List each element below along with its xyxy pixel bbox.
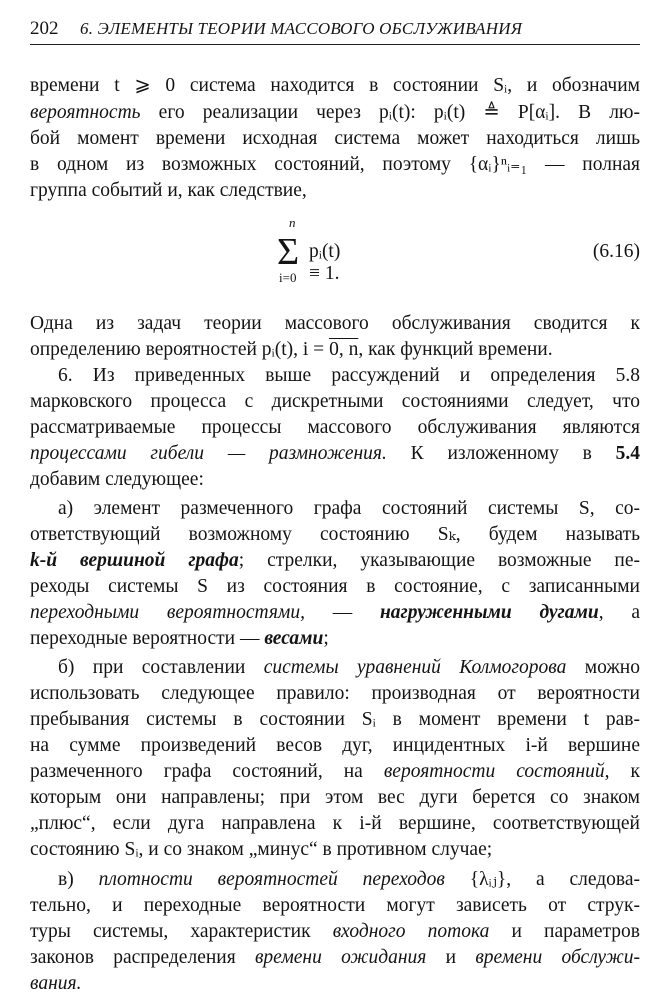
text-line: процессами гибели — размножения. К изложенному в 5.4 <box>30 443 641 464</box>
section-ref: 5.4 <box>615 443 641 464</box>
text-line: определению вероятностей pᵢ(t), i = 0, n, как функций времени. <box>30 339 553 360</box>
text-line: а) элемент размеченного графа состояний системы S, со- <box>58 498 640 519</box>
text-line: „плюс“, если дуга направлена к i-й вершине, соответствующей <box>30 813 640 834</box>
text-line: которым они направлены; при этом вес дуги берется со знаком <box>30 787 640 808</box>
term-waiting-time: времени ожидания <box>254 947 427 968</box>
term-weights: весами <box>264 628 324 649</box>
running-header <box>30 14 640 45</box>
term-kolmogorov-system: системы уравнений Колмогорова <box>263 657 567 678</box>
text-line: времени t ⩾ 0 система находится в состоянии Sᵢ, и обозначим <box>30 75 640 96</box>
text-line: вания. <box>30 973 82 994</box>
book-page <box>30 14 641 994</box>
page-number: 202 <box>30 18 59 39</box>
term-transition-probabilities: переходными вероятностями, <box>30 602 305 623</box>
text-line: на сумме произведений весов дуг, инцидентных i-й вершине <box>30 735 640 756</box>
text-line: пребывания системы в состоянии Sᵢ в момент времени t рав- <box>30 709 640 730</box>
text-line: Одна из задач теории массового обслуживания сводится к <box>30 313 640 334</box>
term-loaded-arcs: нагруженными дугами <box>379 602 599 623</box>
term-service-time: времени обслужи- <box>475 947 640 968</box>
text-line: бой момент времени исходная система может находиться лишь <box>30 128 640 149</box>
term-transition-densities: плотности вероятностей переходов <box>98 869 445 890</box>
text-line: состоянию Sᵢ, и со знаком „минус“ в противном случае; <box>30 839 493 860</box>
term-probability: вероятность <box>30 102 141 123</box>
text-line: k-й вершиной графа; стрелки, указывающие возможные пе- <box>30 550 640 571</box>
text-line: 6. Из приведенных выше рассуждений и определения 5.8 <box>58 365 640 386</box>
range-overline: 0, n <box>329 339 359 360</box>
text-line: туры системы, характеристик входного потока и параметров <box>30 921 640 942</box>
text-line: размеченного графа состояний, на вероятности состояний, к <box>30 761 640 782</box>
text-line: законов распределения времени ожидания и времени обслужи- <box>30 947 640 968</box>
text-line: тельно, и переходные вероятности могут зависеть от струк- <box>30 895 640 916</box>
text-line: ответствующий возможному состоянию Sₖ, будем называть <box>30 524 640 545</box>
text-line: в) плотности вероятностей переходов {λᵢⱼ}, а следова- <box>58 869 640 890</box>
text-line: б) при составлении системы уравнений Колмогорова можно <box>58 657 640 678</box>
text-line: рассматриваемые процессы массового обслуживания являются <box>30 417 640 438</box>
text-line: группа событий и, как следствие, <box>30 180 307 201</box>
text-line: реходы системы S из состояния в состояние, с записанными <box>30 576 640 597</box>
term-state-probabilities: вероятности состояний <box>383 761 605 782</box>
equation-number: (6.16) <box>592 241 640 262</box>
term-birth-death: процессами гибели — размножения. <box>30 443 387 464</box>
text-line: переходными вероятностями, — нагруженными дугами, а <box>30 602 640 623</box>
text-line: марковского процесса с дискретными состояниями следует, что <box>30 391 640 412</box>
sum-lower-limit: i=0 <box>279 270 297 285</box>
running-title: 6. ЭЛЕМЕНТЫ ТЕОРИИ МАССОВОГО ОБСЛУЖИВАНИЯ <box>80 19 523 38</box>
text-line: добавим следующее: <box>30 469 204 490</box>
sum-upper-limit: n <box>289 215 296 230</box>
term-graph-vertex: k-й вершиной графа <box>30 550 239 571</box>
text-line: вероятность его реализации через pᵢ(t): pᵢ(t) ≜ P[αᵢ]. В лю- <box>30 102 640 123</box>
sigma-symbol: Σ <box>277 231 300 273</box>
formula-expression: pᵢ(t) ≡ 1. <box>309 241 341 284</box>
text-line: переходные вероятности — весами; <box>30 628 329 649</box>
formula-6-16 <box>30 215 640 295</box>
term-input-flow: входного потока <box>332 921 490 942</box>
text-line: использовать следующее правило: производная от вероятности <box>30 683 640 704</box>
text-line: в одном из возможных состояний, поэтому {αᵢ}ⁿᵢ₌₁ — полная <box>30 154 640 175</box>
